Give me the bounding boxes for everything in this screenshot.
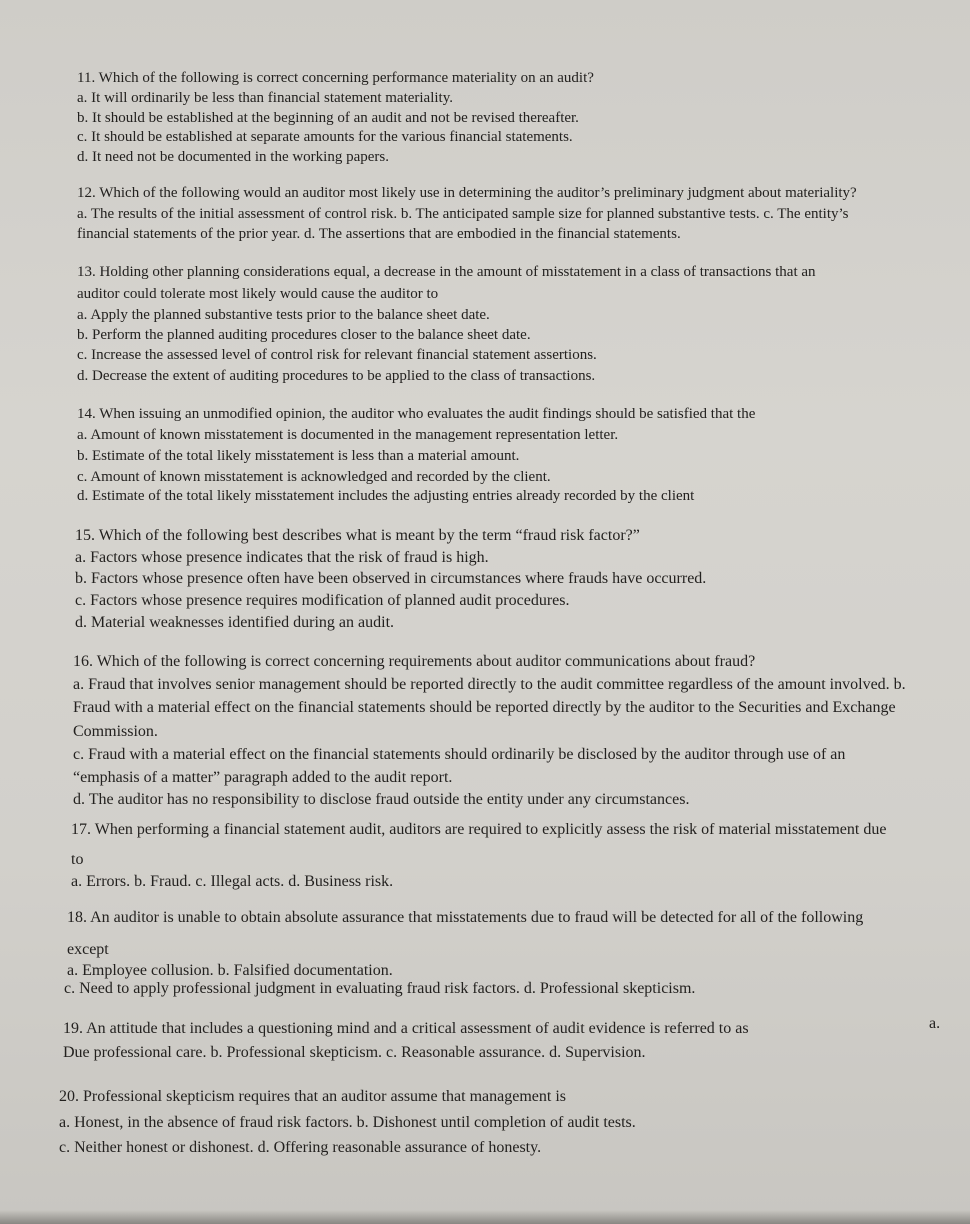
question-12-options-line-1: a. The results of the initial assessment of control risk. b. The anticipated sample size for planned substantive tests. c. The entity’s [77, 206, 849, 222]
question-19-stem: 19. An attitude that includes a questioning mind and a critical assessment of audit evidence is referred to as [63, 1020, 749, 1037]
question-16-option-c: c. Fraud with a material effect on the financial statements should ordinarily be disclosed by the auditor through use of an [73, 746, 846, 763]
question-11-stem: 11. Which of the following is correct concerning performance materiality on an audit? [77, 70, 594, 86]
question-12-options-line-2: financial statements of the prior year. d. The assertions that are embodied in the financial statements. [77, 226, 681, 242]
question-15-option-c: c. Factors whose presence requires modification of planned audit procedures. [75, 592, 570, 609]
question-11-option-b: b. It should be established at the beginning of an audit and not be revised thereafter. [77, 110, 579, 126]
question-20-stem: 20. Professional skepticism requires that an auditor assume that management is [59, 1088, 566, 1105]
question-18-options-line-1: a. Employee collusion. b. Falsified documentation. [67, 962, 393, 979]
question-17-stem: 17. When performing a financial statement audit, auditors are required to explicitly assess the risk of material misstatement due [71, 821, 887, 838]
question-16-stem: 16. Which of the following is correct concerning requirements about auditor communications about fraud? [73, 653, 756, 670]
question-20-options-line-1: a. Honest, in the absence of fraud risk factors. b. Dishonest until completion of audit tests. [59, 1114, 636, 1131]
question-18-stem: 18. An auditor is unable to obtain absolute assurance that misstatements due to fraud will be detected for all of the following [67, 909, 864, 926]
question-13-option-b: b. Perform the planned auditing procedures closer to the balance sheet date. [77, 327, 531, 343]
question-15-option-b: b. Factors whose presence often have been observed in circumstances where frauds have occurred. [75, 570, 707, 587]
question-13-stem-cont: auditor could tolerate most likely would cause the auditor to [77, 286, 439, 302]
question-14-option-c: c. Amount of known misstatement is acknowledged and recorded by the client. [77, 469, 551, 485]
question-17-options: a. Errors. b. Fraud. c. Illegal acts. d. Business risk. [71, 873, 394, 890]
page-bottom-shadow [0, 1210, 970, 1224]
question-16-option-c-cont: “emphasis of a matter” paragraph added to the audit report. [73, 769, 453, 786]
question-11-option-a: a. It will ordinarily be less than financial statement materiality. [77, 90, 453, 106]
question-16-option-b: Fraud with a material effect on the financial statements should be reported directly by the auditor to the Securities and Exchange [73, 699, 896, 716]
question-15-option-d: d. Material weaknesses identified during an audit. [75, 614, 395, 631]
question-15-stem: 15. Which of the following best describes what is meant by the term “fraud risk factor?” [75, 527, 640, 544]
question-14-stem: 14. When issuing an unmodified opinion, the auditor who evaluates the audit findings should be satisfied that the [77, 406, 756, 422]
question-18-options-line-2: c. Need to apply professional judgment in evaluating fraud risk factors. d. Professional skepticism. [64, 980, 696, 997]
question-16-option-d: d. The auditor has no responsibility to disclose fraud outside the entity under any circumstances. [73, 791, 690, 808]
question-13-option-c: c. Increase the assessed level of control risk for relevant financial statement assertions. [77, 347, 597, 363]
question-20-options-line-2: c. Neither honest or dishonest. d. Offering reasonable assurance of honesty. [59, 1139, 542, 1156]
question-13-option-a: a. Apply the planned substantive tests prior to the balance sheet date. [77, 307, 490, 323]
question-11-option-d: d. It need not be documented in the working papers. [77, 149, 389, 165]
question-14-option-d: d. Estimate of the total likely misstatement includes the adjusting entries already recorded by the client [77, 488, 695, 504]
question-13-stem: 13. Holding other planning considerations equal, a decrease in the amount of misstatement in a class of transactions that an [77, 264, 816, 280]
question-14-option-a: a. Amount of known misstatement is documented in the management representation letter. [77, 427, 619, 443]
question-19-options: Due professional care. b. Professional skepticism. c. Reasonable assurance. d. Supervision. [63, 1044, 646, 1061]
question-11-option-c: c. It should be established at separate amounts for the various financial statements. [77, 129, 573, 145]
question-19-margin-note: a. [929, 1015, 941, 1032]
question-15-option-a: a. Factors whose presence indicates that the risk of fraud is high. [75, 549, 489, 566]
question-16-option-b-cont: Commission. [73, 723, 158, 740]
question-12-stem: 12. Which of the following would an auditor most likely use in determining the auditor’s preliminary judgment about materiality? [77, 185, 857, 201]
question-14-option-b: b. Estimate of the total likely misstatement is less than a material amount. [77, 448, 520, 464]
question-16-option-a: a. Fraud that involves senior management should be reported directly to the audit committee regardless of the amount involved. b. [73, 676, 906, 693]
question-13-option-d: d. Decrease the extent of auditing procedures to be applied to the class of transactions. [77, 368, 596, 384]
question-17-stem-cont: to [71, 851, 84, 868]
question-18-stem-cont: except [67, 941, 109, 958]
